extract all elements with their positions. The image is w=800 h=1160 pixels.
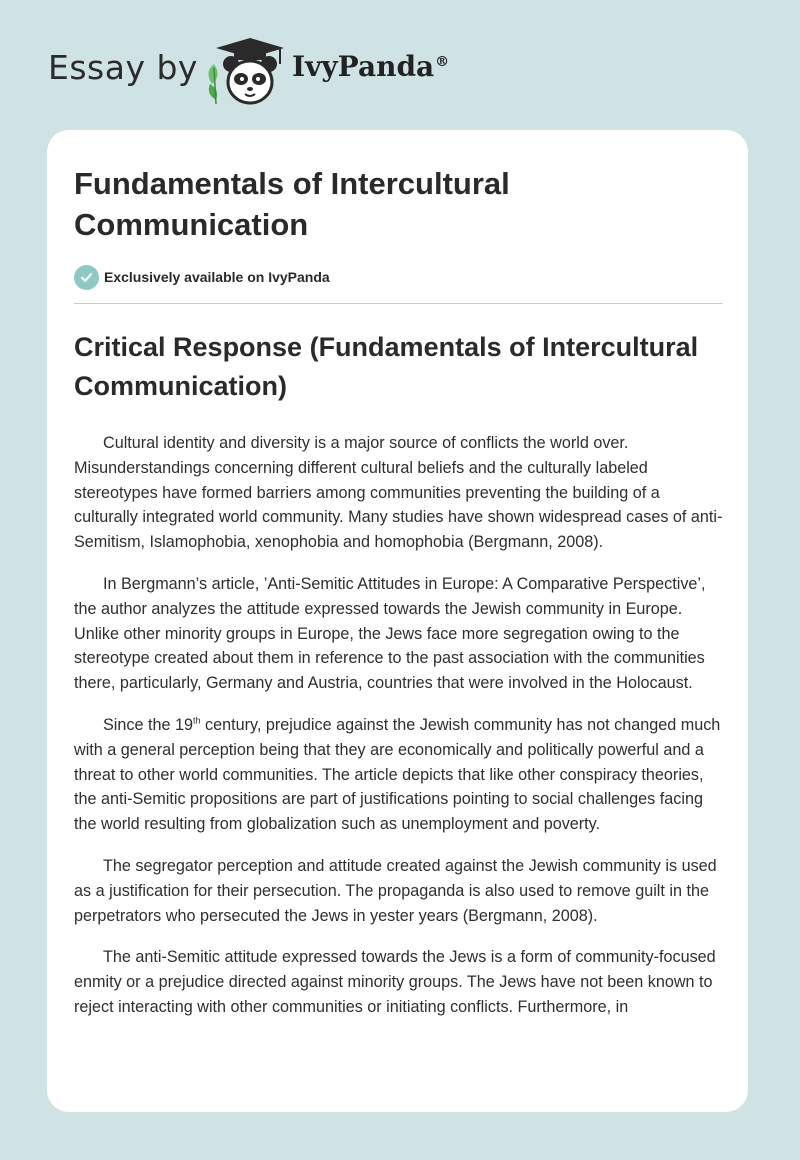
essay-by-label: Essay by xyxy=(48,48,198,87)
paragraph: The segregator perception and attitude created against the Jewish community is used as a justification for their persecution. The propaganda is also used to remove guilt in the perpetrators who persecuted the Jews in yester years (Bergmann, 2008). xyxy=(74,856,717,925)
section-title: Critical Response (Fundamentals of Intercultural Communication) xyxy=(74,332,699,401)
panda-logo-icon[interactable] xyxy=(200,34,292,110)
page-title: Fundamentals of Intercultural Communication xyxy=(74,166,510,242)
essay-card xyxy=(47,130,748,1112)
site-header xyxy=(48,30,548,110)
paragraph: Cultural identity and diversity is a major source of conflicts the world over. Misunderstandings concerning different cultural beliefs and the culturally labeled stereotypes have formed barriers among communities preventing the building of a culturally integrated world community. Many studies have shown widespread cases of anti-Semitism, Islamophobia, xenophobia and homophobia (Bergmann, 2008). xyxy=(74,434,723,552)
checkmark-icon xyxy=(74,265,99,290)
superscript: th xyxy=(193,715,201,726)
paragraph: Since the 19th century, prejudice against the Jewish community has not changed much with a general perception being that they are economically and politically powerful and a threat to other world communities. The article depicts that like other conspiracy theories, the anti-Semitic propositions are part of justifications pointing to social challenges facing the world resulting from globalization such as unemployment and poverty. xyxy=(74,715,721,834)
divider xyxy=(74,303,723,304)
brand-name[interactable]: IvyPanda® xyxy=(292,50,450,83)
paragraph: The anti-Semitic attitude expressed towards the Jews is a form of community-focused enmity or a prejudice directed against minority groups. The Jews have not been known to reject interacting with other communities or initiating conflicts. Furthermore, in xyxy=(74,948,716,1016)
exclusive-badge xyxy=(74,264,724,290)
paragraph: In Bergmann’s article, ’Anti-Semitic Attitudes in Europe: A Comparative Perspective’, the author analyzes the attitude expressed towards the Jewish community in Europe. Unlike other minority groups in Europe, the Jews face more segregation owing to the stereotype created about them in reference to the past association with the communities there, particularly, Germany and Austria, countries that were involved in the Holocaust. xyxy=(74,574,706,693)
registered-mark: ® xyxy=(435,53,450,70)
exclusive-label: Exclusively available on IvyPanda xyxy=(104,269,330,285)
essay-body xyxy=(74,431,724,1020)
